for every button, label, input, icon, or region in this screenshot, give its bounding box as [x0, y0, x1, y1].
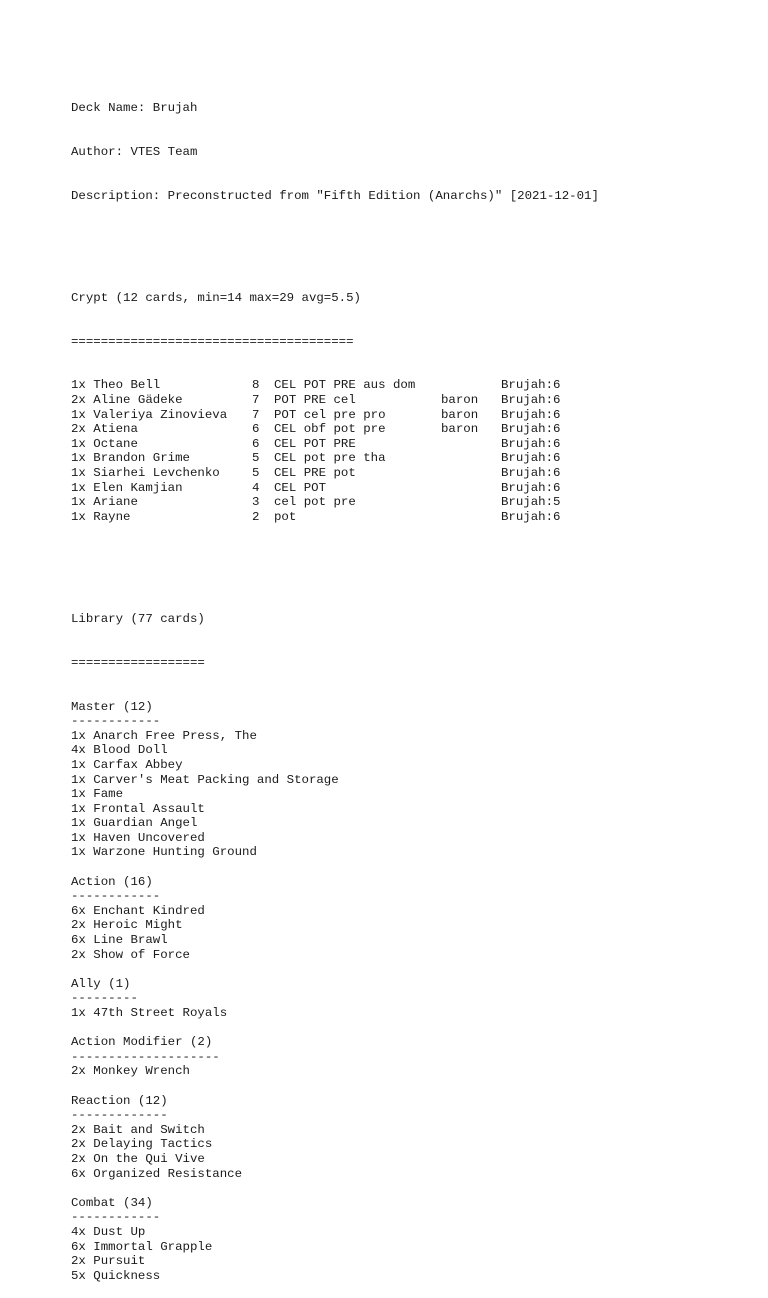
library-heading: Library (77 cards): [71, 611, 205, 626]
crypt-capacity: 3: [252, 495, 260, 510]
crypt-capacity: 7: [252, 393, 260, 408]
library-card-entry: 1x Frontal Assault: [71, 801, 205, 816]
crypt-capacity: 8: [252, 378, 260, 393]
crypt-capacity: 4: [252, 480, 260, 495]
library-card-entry: 2x On the Qui Vive: [71, 1151, 205, 1166]
crypt-title: [441, 466, 501, 481]
library-card-entry: 2x Bait and Switch: [71, 1122, 205, 1137]
crypt-disciplines: CEL obf pot pre: [274, 422, 386, 437]
library-section-heading: Combat (34): [71, 1195, 153, 1210]
library-card-entry: 2x Show of Force: [71, 947, 190, 962]
library-section-rule: ---------: [71, 991, 138, 1006]
crypt-row: [71, 510, 599, 525]
library-section-rule: ------------: [71, 1210, 161, 1225]
crypt-clan-group: Brujah:6: [501, 407, 561, 422]
library-card-entry: 2x Monkey Wrench: [71, 1064, 190, 1079]
crypt-card-name: 1x Brandon Grime: [71, 451, 190, 466]
library-section-heading: Action Modifier (2): [71, 1035, 213, 1050]
crypt-capacity: 5: [252, 451, 260, 466]
crypt-title: [441, 510, 501, 525]
spacer: [71, 1079, 599, 1094]
library-sections: [71, 700, 599, 1284]
crypt-row: [71, 408, 599, 423]
crypt-capacity: 6: [252, 436, 260, 451]
crypt-card-name: 2x Atiena: [71, 422, 138, 437]
spacer: [71, 233, 599, 248]
crypt-card-name: 2x Aline Gädeke: [71, 393, 183, 408]
library-card-entry: 6x Organized Resistance: [71, 1166, 243, 1181]
crypt-heading: Crypt (12 cards, min=14 max=29 avg=5.5): [71, 290, 361, 305]
crypt-disciplines: CEL pot pre tha: [274, 451, 386, 466]
library-section-rule: ------------: [71, 889, 161, 904]
crypt-disciplines: CEL POT PRE: [274, 436, 356, 451]
crypt-card-name: 1x Rayne: [71, 509, 131, 524]
decklist-document: [71, 72, 599, 1298]
spacer: [71, 962, 599, 977]
library-section-rule: ------------: [71, 714, 161, 729]
crypt-row: [71, 466, 599, 481]
crypt-card-name: 1x Siarhei Levchenko: [71, 466, 220, 481]
crypt-clan-group: Brujah:6: [501, 480, 561, 495]
library-card-entry: 1x Guardian Angel: [71, 816, 198, 831]
crypt-row: [71, 451, 599, 466]
crypt-capacity: 6: [252, 422, 260, 437]
crypt-row: [71, 378, 599, 393]
crypt-rule: ======================================: [71, 334, 354, 349]
crypt-clan-group: Brujah:6: [501, 466, 561, 481]
crypt-row: [71, 481, 599, 496]
crypt-list: [71, 378, 599, 524]
crypt-disciplines: cel pot pre: [274, 495, 356, 510]
crypt-disciplines: POT PRE cel: [274, 393, 356, 408]
spacer: [71, 1181, 599, 1196]
spacer: [71, 554, 599, 569]
crypt-clan-group: Brujah:6: [501, 509, 561, 524]
library-card-entry: 2x Heroic Might: [71, 918, 183, 933]
library-card-entry: 6x Enchant Kindred: [71, 903, 205, 918]
library-section-heading: Reaction (12): [71, 1093, 168, 1108]
crypt-clan-group: Brujah:6: [501, 436, 561, 451]
crypt-title: [441, 451, 501, 466]
crypt-clan-group: Brujah:6: [501, 451, 561, 466]
library-card-entry: 4x Dust Up: [71, 1224, 146, 1239]
crypt-clan-group: Brujah:5: [501, 495, 561, 510]
crypt-title: [441, 495, 501, 510]
deck-author: Author: VTES Team: [71, 144, 198, 159]
library-section-heading: Ally (1): [71, 976, 131, 991]
crypt-clan-group: Brujah:6: [501, 378, 561, 393]
crypt-disciplines: CEL PRE pot: [274, 466, 356, 481]
crypt-title: [441, 481, 501, 496]
crypt-title: [441, 437, 501, 452]
crypt-disciplines: CEL POT: [274, 480, 327, 495]
crypt-row: [71, 422, 599, 437]
spacer: [71, 1021, 599, 1036]
library-rule: ==================: [71, 655, 205, 670]
crypt-card-name: 1x Octane: [71, 436, 138, 451]
library-section-rule: -------------: [71, 1108, 168, 1123]
library-card-entry: 5x Quickness: [71, 1268, 161, 1283]
crypt-clan-group: Brujah:6: [501, 422, 561, 437]
crypt-clan-group: Brujah:6: [501, 393, 561, 408]
crypt-card-name: 1x Theo Bell: [71, 378, 161, 393]
crypt-card-name: 1x Ariane: [71, 495, 138, 510]
crypt-row: [71, 393, 599, 408]
crypt-capacity: 5: [252, 466, 260, 481]
library-card-entry: 1x Haven Uncovered: [71, 830, 205, 845]
crypt-row: [71, 437, 599, 452]
spacer: [71, 860, 599, 875]
crypt-disciplines: POT cel pre pro: [274, 407, 386, 422]
library-card-entry: 6x Line Brawl: [71, 933, 168, 948]
crypt-row: [71, 495, 599, 510]
crypt-card-name: 1x Valeriya Zinovieva: [71, 407, 228, 422]
crypt-disciplines: pot: [274, 509, 297, 524]
crypt-card-name: 1x Elen Kamjian: [71, 480, 183, 495]
crypt-title: baron: [441, 407, 479, 422]
crypt-capacity: 7: [252, 407, 260, 422]
library-card-entry: 1x Warzone Hunting Ground: [71, 845, 257, 860]
deck-name: Deck Name: Brujah: [71, 101, 198, 116]
library-card-entry: 4x Blood Doll: [71, 743, 168, 758]
crypt-title: baron: [441, 393, 479, 408]
library-section-heading: Master (12): [71, 699, 153, 714]
library-card-entry: 1x Carfax Abbey: [71, 757, 183, 772]
library-card-entry: 6x Immortal Grapple: [71, 1239, 213, 1254]
crypt-title: baron: [441, 422, 479, 437]
library-card-entry: 1x 47th Street Royals: [71, 1006, 228, 1020]
library-card-entry: 2x Delaying Tactics: [71, 1137, 213, 1152]
library-card-entry: 1x Carver's Meat Packing and Storage: [71, 772, 339, 787]
library-card-entry: 1x Anarch Free Press, The: [71, 728, 257, 743]
library-section-rule: --------------------: [71, 1049, 220, 1064]
library-card-entry: 2x Pursuit: [71, 1254, 146, 1269]
crypt-disciplines: CEL POT PRE aus dom: [274, 378, 416, 393]
library-card-entry: 1x Fame: [71, 787, 124, 802]
deck-description: Description: Preconstructed from "Fifth Edition (Anarchs)" [2021-12-01]: [71, 188, 599, 203]
crypt-title: [441, 378, 501, 393]
crypt-capacity: 2: [252, 509, 260, 524]
library-section-heading: Action (16): [71, 874, 153, 889]
